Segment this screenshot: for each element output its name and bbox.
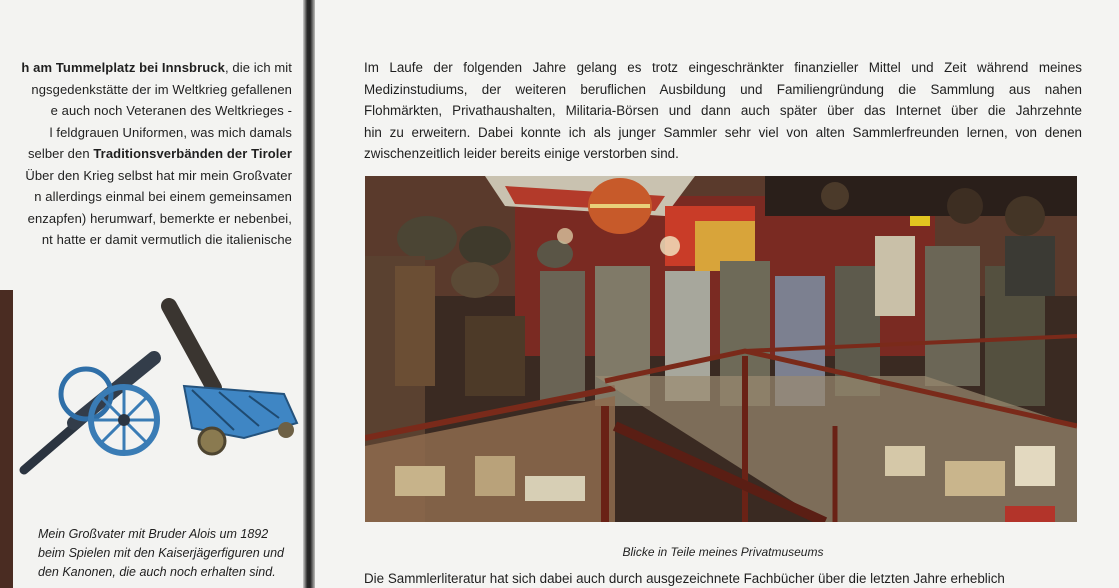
caption-line: den Kanonen, die auch noch erhalten sind.	[38, 565, 276, 579]
text-line: Über den Krieg selbst hat mir mein Großvater	[25, 167, 292, 183]
bold-phrase: Traditionsverbänden der Tiroler	[93, 146, 292, 161]
paragraph-line: Die Sammlerliteratur hat sich dabei auch durch ausgezeichnete Fachbücher über die letzten Jahre erheblich	[364, 571, 1005, 586]
toy-cannon-right	[169, 306, 297, 454]
text-fragment: , die ich mit	[224, 60, 292, 75]
text-fragment: selber den	[27, 146, 94, 161]
toy-cannon-left	[24, 358, 157, 470]
left-page-text	[0, 57, 292, 251]
text-line: enzapfen) herumwarf, bemerkte er nebenbei,	[27, 210, 292, 226]
paragraph-line: Im Laufe der folgenden Jahre gelang es trotz eingeschränkter finanzieller Mittel und Zeit während meines	[364, 60, 1082, 75]
caption-line: beim Spielen mit den Kaiserjägerfiguren und	[38, 546, 284, 560]
paragraph-line: hin zu erweitern. Dabei konnte ich als junger Sammler sehr viel von alten Sammlerfreunden lernen, von denen	[364, 124, 1082, 140]
paragraph-line: zwischenzeitlich leider bereits einige verstorben sind.	[364, 146, 679, 161]
paragraph-line: Flohmärkten, Privathaushalten, Militaria-Börsen und dann auch später über das Internet über die Jahrzehnte	[364, 103, 1082, 118]
book-spine	[303, 0, 315, 588]
left-photo-caption	[38, 525, 300, 582]
photo-caption: Blicke in Teile meines Privatmuseums	[622, 545, 824, 559]
toy-cannons-photo	[14, 298, 304, 488]
paragraph-line: Medizinstudiums, der weiteren beruflichen Ausbildung und Familiengründung die Sammlung aus nahen	[364, 81, 1082, 97]
text-line: l feldgrauen Uniformen, was mich damals	[49, 124, 292, 140]
caption-line: Mein Großvater mit Bruder Alois um 1892	[38, 527, 269, 541]
museum-photo	[365, 176, 1077, 522]
text-line	[0, 143, 292, 165]
right-page	[315, 0, 1119, 588]
adjacent-photo-edge	[0, 290, 13, 588]
text-line	[0, 57, 292, 79]
body-paragraph	[364, 57, 1082, 165]
left-page	[0, 0, 305, 588]
bold-phrase: h am Tummelplatz bei Innsbruck	[21, 60, 225, 75]
text-line: n allerdings einmal bei einem gemeinsamen	[34, 189, 292, 204]
text-line: nt hatte er damit vermutlich die italienische	[41, 232, 292, 247]
text-line: ngsgedenkstätte der im Weltkrieg gefallenen	[31, 81, 292, 97]
text-line: e auch noch Veteranen des Weltkrieges -	[50, 103, 292, 118]
